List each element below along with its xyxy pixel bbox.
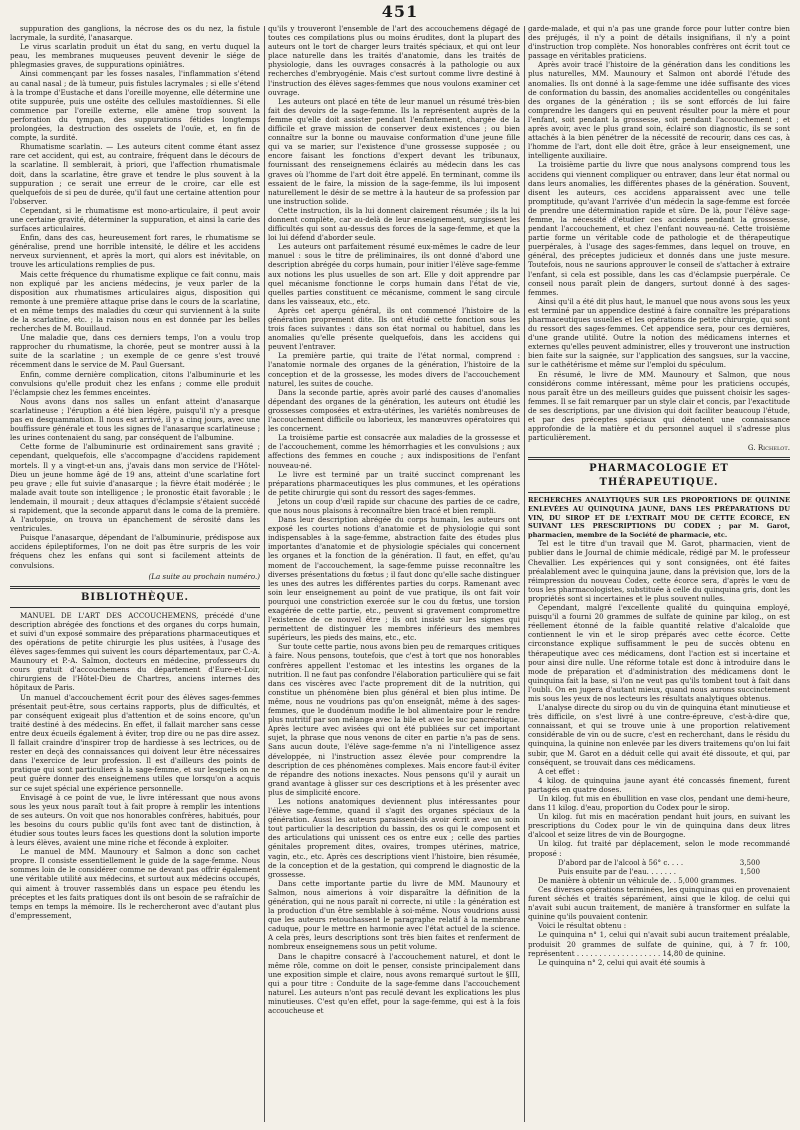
paragraph: Dans cette importante partie du livre de MM. Maunoury et Salmon, nous aimerions à voir disparaître la définition de la génération, qui ne nous paraît ni correcte, ni utile : la génération est la production d'un être semblable à soi-même. Nous voudrions aussi que les auteurs retouchassent le paragraphe relatif à la membrane caduque, pour le mettre en harmonie avec l'état actuel de la science. A cela près, leurs descriptions sont très bien faites et renferment de nombreux enseignemens sous un petit volume.	[268, 878, 520, 952]
paragraph: Enfin, dans des cas, heureusement fort rares, le rhumatisme se généralise, prend une horrible intensité, le délire et les accidens nerveux surviennent, et après la mort, qui alors est inévitable, on trouve les articulations remplies de pus.	[10, 233, 260, 270]
paragraph: Cependant, si le rhumatisme est mono-articulaire, il peut avoir une certaine gravité, déterminer la suppuration, et ainsi la carie des surfaces articulaires.	[10, 205, 260, 234]
paragraph: Cette instruction, ils la lui donnent clairement résumée ; ils la lui donnent complète, car au-delà de leur enseignement, surgissent les difficultés qui sont au-dessus des forces de la sage-femme, et que la loi lui défend d'aborder seule.	[268, 205, 520, 243]
paragraph: Tel est le titre d'un travail que M. Garot, pharmacien, vient de publier dans le Journal de chimie médicale, rédigé par M. le professeur Chevallier. Les expériences qui y sont consignées, ont été faites préalablement avec le quinquina jaune, dans la prévision que, lors de la réimpression du nouveau Codex, cette écorce sera, d'après le vœu de tous les pharmacologistes, substituée à celle du quinquina gris, dont les propriétés sont si incertaines et le plus souvent nulles.	[528, 539, 790, 603]
author-signature: G. Richelot.	[747, 443, 790, 453]
recipe-value: 3,500	[739, 857, 760, 867]
paragraph: Le manuel de MM. Maunoury et Salmon a donc son cachet propre. Il consiste essentiellement le guide de la sage-femme. Nous sommes loin de le considérer comme ne devant pas offrir également une véritable utilité aux médecins, et surtout aux médecins occupés, qui aiment à trouver rassemblés dans un espace peu étendu les préceptes et les faits pratiques dont ils ont besoin de se rafraîchir de temps en temps la mémoire. Ils le rechercheront avec d'autant plus d'empressement,	[10, 847, 260, 920]
paragraph: Un kilog. fut mis en ébullition en vase clos, pendant une demi-heure, dans 11 kilog. d'eau, proportion du Codex pour le sirop.	[528, 794, 790, 813]
paragraph: Sur toute cette partie, nous avons bien peu de remarques critiques à faire. Nous pensons, toutefois, que c'est à tort que nos honorables confrères appellent l'estomac et les intestins les organes de la nutrition. Il ne faut pas confondre l'élaboration particulière qui se fait dans ces viscères avec l'acte proprement dit de la nutrition, qui constitue un phénomène bien plus général et bien plus intime. De même, nous ne voudrions pas qu'on enseignât, même à des sages-femmes, que le duodénum modifie le bol alimentaire pour le rendre plus nutritif par son mélange avec la bile et avec le suc pancréatique. Après lecture avec avisées qui ont été publiées sur cet important sujet, la phrase que nous venons de citer en partie n'a pas de sens. Sans aucun doute, l'élève sage-femme n'a ni l'intelligence assez développée, ni l'instruction assez élevée pour comprendre la description de ces phénomènes complexes. Mais encore faut-il éviter de répandre des notions inexactes. Nous pensons qu'il y aurait un grand avantage à glisser sur ces descriptions et à les présenter avec plus de simplicité encore.	[268, 642, 520, 797]
column-middle	[268, 24, 520, 1124]
paragraph: Rhumatisme scarlatin. — Les auteurs citent comme étant assez rare cet accident, qui est, au contraire, fréquent dans le décours de la scarlatine. Il semblerait, à priori, que l'affection rhumatismale doit, dans la scarlatine, être grave et tendre le plus souvent à la suppuration ; ce serait une erreur de le croire, car elle est quelquefois de si peu de durée, qu'il faut une certaine attention pour l'observer.	[10, 142, 260, 206]
paragraph: qu'ils y trouveront l'ensemble de l'art des accouchemens dégagé de toutes ces compilations plus ou moins érudites, dont la plupart des auteurs ont le tort de charger leurs traités spéciaux, et qui ont leur place naturelle dans les traités d'anatomie, dans les traités de physiologie, dans les ouvrages consacrés à la pathologie ou aux recherches d'embryogénie. Mais c'est surtout comme livre destiné à l'instruction des élèves sages-femmes que nous voulons examiner cet ouvrage.	[268, 24, 520, 97]
paragraph: 4 kilog. de quinquina jaune ayant été concassés finement, furent partagés en quatre doses.	[528, 775, 790, 794]
paragraph: Enfin, comme dernière complication, citons l'albuminurie et les convulsions qu'elle produit chez les enfans ; comme elle produit l'éclampsie chez les femmes enceintes.	[10, 369, 260, 397]
recipe-label: D'abord par de l'alcool à 56° c. . . .	[558, 857, 684, 867]
column-divider	[264, 26, 265, 1122]
paragraph: Dans le chapitre consacré à l'accouchement naturel, et dont le même rôle, comme on doit le penser, consiste principalement dans une exposition simple et claire, nous avons remarqué surtout le §III, qui a pour titre : Conduite de la sage-femme dans l'accouchement naturel. Les auteurs n'ont pas reculé devant les explications les plus minutieuses. C'est qu'en effet, pour la sage-femme, qui est à la fois accoucheuse et	[268, 951, 520, 1016]
paragraph: Le quinquina n° 2, celui qui avait été soumis à	[538, 957, 706, 967]
paragraph: Dans leur description abrégée du corps humain, les auteurs ont exposé les courtes notions d'anatomie et de physiologie qui sont indispensables à la sage-femme, abstraction faite des études plus importantes d'anatomie et de physiologie spéciales qui concernent les organes et la fonction de la génération. Il faut, en effet, qu'au moment de l'accouchement, la sage-femme puisse reconnaître les diverses présentations du fœtus ; il faut donc qu'elle sache distinguer les unes des autres les différentes parties du corps. Ramenant avec soin leur enseignement au point de vue pratique, ils ont fait voir pourquoi une constriction exercée sur le cou du fœtus, une torsion exagérée de cette partie, etc., peuvent si gravement compromettre l'existence de ce nouvel être ; ils ont insisté sur les signes qui permettent de distinguer les membres inférieurs des membres supérieurs, les pieds des mains, etc., etc.	[268, 515, 520, 643]
paragraph: Cette forme de l'albuminurie est ordinairement sans gravité ; cependant, quelquefois, elle s'accompagne d'accidens rapidement mortels. Il y a vingt-et-un ans, j'avais dans mon service de l'Hôtel-Dieu un jeune homme âgé de 19 ans, atteint d'une scarlatine fort peu grave ; elle fut suivie d'anasarque ; la fièvre était modérée ; le malade avait toute son intelligence ; le pronostic était favorable ; le lendemain, il mourait ; deux attaques d'éclampsie s'étaient succédé si rapidement, que la seconde apparut dans le coma de la première. A l'autopsie, on trouva un épanchement de sérosité dans les ventricules.	[10, 442, 260, 534]
paragraph: La première partie, qui traite de l'état normal, comprend : l'anatomie normale des organes de la génération, l'histoire de la conception et de la grossesse, les modes divers de l'accouchement naturel, les suites de couche.	[268, 351, 520, 388]
paragraph: La troisième partie du livre que nous analysons comprend tous les accidens qui viennent compliquer ou entraver, dans leur état normal ou dans leurs anomalies, les différentes phases de la génération. Souvent, disent les auteurs, ces accidens apparaissent avec une telle promptitude, qu'avant l'arrivée d'un médecin la sage-femme est forcée de prendre une détermination rapide et sûre. De là, pour l'élève sage-femme, la nécessité d'étudier ces accidens pendant la grossesse, pendant l'accouchement, et chez l'enfant nouveau-né. Cette troisième partie forme un véritable code de pathologie et de thérapeutique puerpérales, à l'usage des sages-femmes, dans lequel on trouve, en général, des préceptes judicieux et donnés dans une juste mesure. Toutefois, nous ne saurions approuver le conseil de s'attacher à extraire l'enfant, si cela est possible, dans les cas d'éclampsie puerpérale. Ce conseil nous paraît plein de dangers, surtout donné à des sages-femmes.	[528, 160, 790, 297]
paragraph: Mais cette fréquence du rhumatisme explique ce fait connu, mais non expliqué par les anciens médecins, je veux parler de la disposition aux rhumatismes articulaires aigus, disposition qui remonte à une première attaque prise dans le cours de la scarlatine, et en même temps des maladies du cœur qui surviennent à la suite de la scarlatine, etc. ; la raison nous en est donnée par les belles recherches de M. Bouillaud.	[10, 269, 260, 334]
paragraph: De manière à obtenir un véhicule de. . 5,000 grammes.	[538, 875, 737, 885]
paragraph: Un kilog. fut mis en macération pendant huit jours, en suivant les prescriptions du Codex pour le vin de quinquina dans deux litres d'alcool et seize litres de vin de Bourgogne.	[528, 812, 790, 840]
paragraph: En résumé, le livre de MM. Maunoury et Salmon, que nous considérons comme intéressant, même pour les praticiens occupés, nous paraît être un des meilleurs guides que puissent choisir les sages-femmes. Il se fait remarquer par un style clair et concis, par l'exactitude de ses descriptions, par une division qui doit faciliter beaucoup l'étude, et par des préceptes spéciaux qui dénotent une connaissance approfondie de la matière et du personnel auquel il s'adresse plus particulièrement.	[528, 369, 790, 443]
column-left	[10, 24, 260, 1124]
paragraph: Puisque l'anasarque, dépendant de l'albuminurie, prédispose aux accidens épileptiformes, l'on ne doit pas être surpris de les voir fréquens chez les enfans qui sont si facilement atteints de convulsions.	[10, 533, 260, 570]
paragraph: Le livre est terminé par un traité succinct comprenant les préparations pharmaceutiques les plus communes, et les opérations de petite chirurgie qui sont du ressort des sages-femmes.	[268, 469, 520, 497]
paragraph: Le virus scarlatin produit un état du sang, en vertu duquel la peau, les membranes muqueuses peuvent devenir le siége de phlegmasies graves, de suppurations opiniâtres.	[10, 42, 260, 70]
paragraph: Voici le résultat obtenu :	[538, 921, 627, 931]
paragraph: Cependant, malgré l'excellente qualité du quinquina employé, puisqu'il a fourni 20 grammes de sulfate de quinine par kilog., on est réellement étonné de la faible quantité relative d'alcaloïde que contiennent le vin et le sirop préparés avec cette écorce. Cette circonstance explique suffisamment le peu de succès obtenu en thérapeutique avec ces médicamens, dont l'action est si incertaine et pour ainsi dire nulle. Une réforme totale est donc à introduire dans le mode de préparation et d'administration des médicamens dont le quinquina fait la base, si l'on ne veut pas qu'ils tombent tout à fait dans l'oubli. On en jugera d'autant mieux, quand nous aurons succinctement mis sous les yeux de nos lecteurs les résultats analytiques obtenus.	[528, 603, 790, 703]
paragraph: Dans la seconde partie, après avoir parlé des causes d'anomalies dépendant des organes de la génération, les auteurs ont étudié les grossesses composées et extra-utérines, les variétés nombreuses de l'accouchement difficile ou laborieux, les manœuvres opératoires qui les concernent.	[268, 387, 520, 434]
paragraph: Un manuel d'accouchement écrit pour des élèves sages-femmes présentait peut-être, sous certains rapports, plus de difficultés, et par conséquent exigeait plus d'attention et de soins encore, qu'un traité destiné à des médecins. En effet, il fallait marcher sans cesse entre deux écueils également à éviter, trop dire ou ne pas dire assez. Il fallait craindre d'inspirer trop de hardiesse à ses lectrices, ou de rester en deçà des connaissances qui doivent leur être nécessaires dans l'exercice de leur profession. Il est d'ailleurs des points de pratique qui sont particuliers à la sage-femme, et sur lesquels on ne peut guère donner des enseignemens utiles que lorsqu'on a acquis sur ce sujet spécial une expérience personnelle.	[10, 692, 260, 793]
paragraph: Ainsi qu'il a été dit plus haut, le manuel que nous avons sous les yeux est terminé par un appendice destiné à faire connaître les préparations pharmaceutiques usuelles et les opérations de petite chirurgie, qui sont du ressort des sages-femmes. Cet appendice sera, pour ces dernières, d'une grande utilité. Outre la notion des médicamens internes et externes qu'elles peuvent administrer, elles y trouveront une instruction bien faite sur la saignée, sur l'application des sangsues, sur la vaccine, sur le cathétérisme et même sur l'emploi du spéculum.	[528, 296, 790, 370]
recipe-line	[528, 858, 790, 867]
paragraph: Ainsi commençant par les fosses nasales, l'inflammation s'étend au canal nasal ; de là tumeur, puis fistules lacrymales ; si elle s'étend à la trompe d'Eustache et dans l'oreille moyenne, elle détermine une otite suppurée, puis une ostéite des cellules mastoïdiennes. Si elle commence par l'oreille externe, elle amène trop souvent la perforation du tympan, des suppurations fétides longtemps prolongées, la destruction des osselets de l'ouïe, et, en fin de compte, la surdité.	[10, 69, 260, 143]
recipe-value: 1,500	[739, 866, 760, 876]
column-divider	[524, 26, 525, 1122]
paragraph: La troisième partie est consacrée aux maladies de la grossesse et de l'accouchement, comme les hémorrhagies et les convulsions ; aux affections des femmes en couche ; aux indispositions de l'enfant nouveau-né.	[268, 433, 520, 470]
paragraph: Après avoir tracé l'histoire de la génération dans les conditions les plus naturelles, MM. Maunoury et Salmon ont abordé l'étude des anomalies. Ils ont donné à la sage-femme une idée suffisante des vices de conformation du bassin, des anomalies accidentelles ou congénitales des organes de la génération ; ils se sont efforcés de lui faire comprendre les dangers qui en peuvent résulter pour la mère et pour l'enfant, soit pendant la grossesse, soit pendant l'accouchement ; et après avoir, avec le plus grand soin, éclairé son diagnostic, ils se sont attachés à la bien pénétrer de la nécessité de recourir, dans ces cas, à l'homme de l'art, dont elle doit être, grâce à leur enseignement, une intelligente auxiliaire.	[528, 60, 790, 161]
paragraph: Après cet aperçu général, ils ont commencé l'histoire de la génération proprement dite. Ils ont étudié cette fonction sous les trois faces suivantes : dans son état normal ou habituel, dans les anomalies qu'elle présente quelquefois, dans les accidens qui peuvent l'entraver.	[268, 305, 520, 352]
paragraph: Jetons un coup d'œil rapide sur chacune des parties de ce cadre, que nous nous plaisons à reconnaître bien tracé et bien rempli.	[268, 496, 520, 515]
section-title-pharmacologie: PHARMACOLOGIE ET THÉRAPEUTIQUE.	[528, 457, 790, 493]
paragraph: Envisagé à ce point de vue, le livre intéressant que nous avons sous les yeux nous paraît tout à fait propre à remplir les intentions de ses auteurs. On voit que nos honorables confrères, habitués, pour les besoins du cours public qu'ils font avec tant de distinction, à étudier sous toutes leurs faces les questions dont la solution importe à leurs élèves, avaient une mine riche et féconde à exploiter.	[10, 792, 260, 848]
recipe-line	[528, 867, 790, 876]
paragraph: suppuration des ganglions, la nécrose des os du nez, la fistule lacrymale, la surdité, l'anasarque.	[10, 24, 260, 43]
paragraph: Les auteurs ont placé en tête de leur manuel un résumé très-bien fait des devoirs de la sage-femme. Ils la représentent auprès de la femme qu'elle doit assister pendant l'enfantement, chargée de la difficile et grave mission de conserver deux existences ; ou bien connaître sur la bonne ou mauvaise conformation d'une jeune fille qui va se marier, sur l'existence d'une grossesse supposée ; ou encore faisant les fonctions d'expert devant les tribunaux, fournissant des renseignemens éclairés au médecin dans les cas graves où l'homme de l'art doit être appelé. En terminant, comme ils essaient de le faire, la mission de la sage-femme, ils lui imposent naturellement le désir de se mettre à la hauteur de sa profession par une instruction solide.	[268, 96, 520, 206]
paragraph: Un kilog. fut traité par déplacement, selon le mode recommandé proposé :	[528, 839, 790, 858]
paragraph: L'analyse directe du sirop ou du vin de quinquina étant minutieuse et très difficile, on s'est livré à une contre-épreuve, c'est-à-dire que, connaissant, et qui se trouve unie à une proportion relativement considérable de vin ou de sucre, c'est en recherchant, dans le résidu du quinquina, la quinine non enlevée par les divers traitemens qu'on lui fait subir, que M. Garot en a déduit celle qui avait été dissoute, et qui, par conséquent, se trouvait dans ces médicamens.	[528, 703, 790, 767]
paragraph: Le quinquina n° 1, celui qui n'avait subi aucun traitement préalable, produisit 20 grammes de sulfate de quinine, qui, à 7 fr. 100, représentent . . . . . . . . . . . . . . . . . . . 14,80 de quinine.	[528, 930, 790, 958]
book-entry: MANUEL DE L'ART DES ACCOUCHEMENS, précédé d'une description abrégée des fonctions et des organes du corps humain, et suivi d'un exposé sommaire des préparations pharmaceutiques et des opérations de petite chirurgie les plus usitées, à l'usage des élèves sages-femmes qui suivent les cours départementaux, par C.-A. Maunoury et P.-A. Salmon, docteurs en médecine, professeurs du cours gratuit d'accouchemens du département d'Eure-et-Loir, chirurgiens de l'Hôtel-Dieu de Chartres, anciens internes des hôpitaux de Paris.	[10, 610, 260, 693]
column-right	[528, 24, 790, 1124]
continuation-note: (La suite au prochain numéro.)	[148, 571, 260, 581]
paragraph: Les auteurs ont parfaitement résumé eux-mêmes le cadre de leur manuel : sous le titre de préliminaires, ils ont donné d'abord une description abrégée du corps humain, pour initier l'élève sage-femme aux notions les plus usuelles de son art. Elle y doit apprendre par quel mécanisme fonctionne le corps humain dans l'état de vie, quelles parties constituent ce mécanisme, comment le sang circule dans les vaisseaux, etc., etc.	[268, 242, 520, 306]
paragraph: garde-malade, et qui n'a pas une grande force pour lutter contre bien des préjugés, il n'y a point de détails insignifians, il n'y a point d'instruction trop complète. Nos honorables confrères ont écrit tout ce passage en véritables praticiens.	[528, 24, 790, 61]
recipe-label: Puis ensuite par de l'eau. . . . . . .	[558, 866, 676, 876]
section-title-bibliotheque: BIBLIOTHÈQUE.	[10, 586, 260, 608]
article-heading: RECHERCHES ANALYTIQUES SUR LES PROPORTIONS DE QUININE ENLEVÉES AU QUINQUINA JAUNE, DANS LES PRÉPARATIONS DU VIN, DU SIROP ET DE L'EXTRAIT MOU DE CETTE ÉCORCE, EN SUIVANT LES PRESCRIPTIONS DU CODEX ; par M. Garot, pharmacien, membre de la Société de pharmacie, etc.	[528, 496, 790, 539]
paragraph: Ces diverses opérations terminées, les quinquinas qui en provenaient furent séchés et traités séparément, ainsi que le kilog. de celui qui n'avait subi aucun traitement, de manière à transformer en sulfate la quinine qu'ils pouvaient contenir.	[528, 884, 790, 922]
paragraph: Les notions anatomiques deviennent plus intéressantes pour l'élève sage-femme, quand il s'agit des organes spéciaux de la génération. Aussi les auteurs paraissent-ils avoir écrit avec un soin tout particulier la description du bassin, des os qui le composent et des articulations qui unissent ces os entre eux ; celle des parties génitales proprement dites, ovaires, trompes utérines, matrice, vagin, etc., etc. Après ces descriptions vient l'histoire, bien résumée, de la conception et de la gestation, qui comprend le diagnostic de la grossesse.	[268, 796, 520, 879]
paragraph: A cet effet :	[538, 766, 580, 776]
paragraph: Nous avons dans nos salles un enfant atteint d'anasarque scarlatineuse ; l'éruption a été bien légère, puisqu'il n'y a presque pas eu desquammation. Il nous est arrivé, il y a cinq jours, avec une bouffissure générale et tous les signes de l'anasarque scarlatineuse ; les urines contenaient du sang, par conséquent de l'albumine.	[10, 396, 260, 443]
paragraph: Une maladie que, dans ces derniers temps, l'on a voulu trop rapprocher du rhumatisme, la chorée, peut se montrer aussi à la suite de la scarlatine ; un exemple de ce genre s'est trouvé récemment dans le service de M. Paul Guersant.	[10, 333, 260, 370]
page-number: 451	[381, 2, 419, 21]
